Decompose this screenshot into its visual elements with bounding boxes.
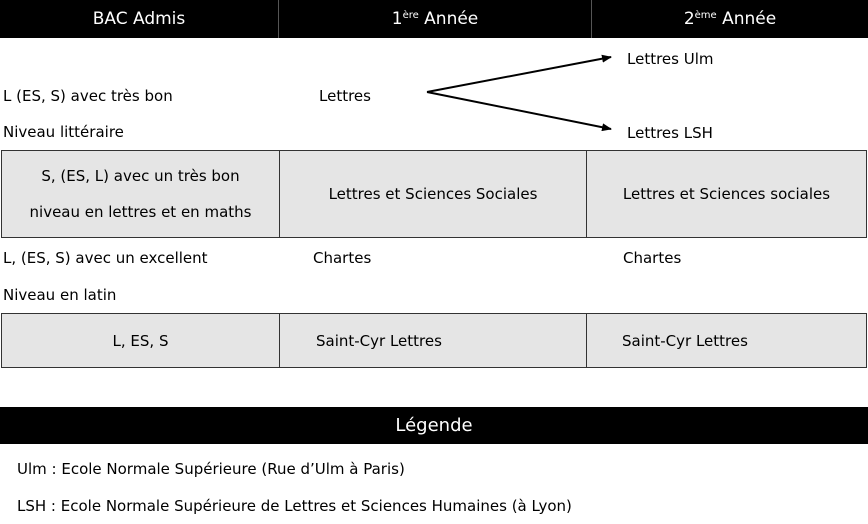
legend-title: Légende bbox=[395, 415, 473, 436]
lettres-year1: Lettres bbox=[319, 87, 371, 105]
header-first-year-sup: ère bbox=[402, 10, 419, 21]
header-first-year-number: 1 bbox=[391, 9, 403, 29]
header-bac-admis: BAC Admis bbox=[92, 9, 186, 29]
lss-year2: Lettres et Sciences sociales bbox=[622, 185, 831, 203]
legend-item-ulm: Ulm : Ecole Normale Supérieure (Rue d’Ulm à Paris) bbox=[17, 460, 405, 478]
arrow-to-ulm bbox=[427, 57, 611, 92]
lettres-year2-lsh: Lettres LSH bbox=[627, 124, 713, 142]
saintcyr-year2: Saint-Cyr Lettres bbox=[622, 331, 748, 350]
lss-year1: Lettres et Sciences Sociales bbox=[328, 185, 538, 203]
lss-bac-line1: S, (ES, L) avec un très bon bbox=[41, 167, 240, 185]
chartes-year1: Chartes bbox=[313, 249, 372, 267]
header-first-year-label: Année bbox=[418, 9, 479, 29]
arrow-to-lsh bbox=[427, 92, 611, 129]
saintcyr-year1: Saint-Cyr Lettres bbox=[316, 331, 442, 350]
header-second-year-sup: ème bbox=[694, 10, 717, 21]
saintcyr-row-box bbox=[1, 313, 867, 368]
legend-item-lsh: LSH : Ecole Normale Supérieure de Lettres et Sciences Humaines (à Lyon) bbox=[17, 497, 572, 515]
lettres-year2-ulm: Lettres Ulm bbox=[627, 50, 714, 68]
lettres-bac-line1: L (ES, S) avec très bon bbox=[3, 87, 173, 105]
chartes-year2: Chartes bbox=[623, 249, 682, 267]
lss-bac-cell bbox=[2, 151, 279, 237]
chartes-bac-line2: Niveau en latin bbox=[3, 286, 117, 304]
header-second-year-number: 2 bbox=[683, 9, 695, 29]
header-second-year-label: Année bbox=[716, 9, 777, 29]
saintcyr-bac: L, ES, S bbox=[112, 331, 169, 350]
legend-bar bbox=[0, 407, 868, 444]
lss-row-box bbox=[1, 150, 867, 238]
branch-arrows bbox=[0, 0, 868, 160]
lettres-bac-line2: Niveau littéraire bbox=[3, 123, 124, 141]
chartes-bac-line1: L, (ES, S) avec un excellent bbox=[3, 249, 208, 267]
lss-bac-line2: niveau en lettres et en maths bbox=[29, 203, 252, 221]
